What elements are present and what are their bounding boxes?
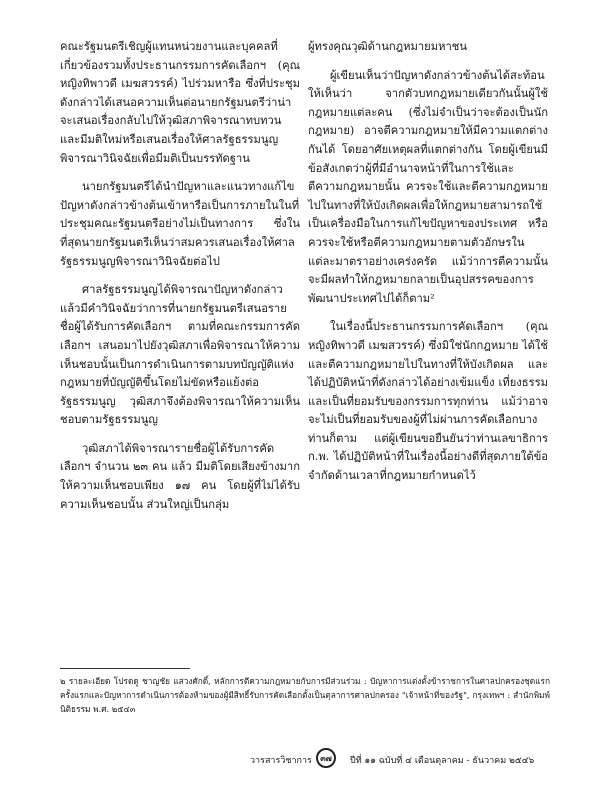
page-number: ๓๗ (320, 752, 332, 763)
left-paragraph-1: คณะรัฐมนตรีเชิญผู้แทนหน่วยงานและบุคคลที่เกี่ยวข้องรวมทั้งประธานกรรมการคัดเลือกฯ (คุณหญิงทิพาวดี เมฆสวรรค์) ไปร่วมหารือ ซึ่งที่ประชุมดังกล่าวได้เสนอความเห็นต่อนายกรัฐมนตรีว่าน่าจะเสนอเรื่องกลับไปให้วุฒิสภาพิจารณาทบทวนและมีมติใหม่หรือเสนอเรื่องให้ศาลรัฐธรรมนูญพิจารณาวินิจฉัยเพื่อมีมติเป็นบรรทัดฐาน (60, 40, 300, 165)
left-paragraph-4: วุฒิสภาได้พิจารณารายชื่อผู้ได้รับการคัดเลือกฯ จำนวน ๒๓ คน แล้ว มีมติโดยเสียงข้างมากให้ความเห็นชอบเพียง ๑๗ คน โดยผู้ที่ไม่ได้รับความเห็นชอบนั้น ส่วนใหญ่เป็นกลุ่ม (60, 441, 300, 511)
left-column (60, 38, 300, 524)
right-paragraph-3: ในเรื่องนี้ประธานกรรมการคัดเลือกฯ (คุณหญิงทิพาวดี เมฆสวรรค์) ซึ่งมิใช่นักกฎหมาย ได้ใช้และตีความกฎหมายไปในทางที่ให้บังเกิดผล และได้ปฏิบัติหน้าที่ดังกล่าวได้อย่างเข้มแข็ง เที่ยงธรรม และเป็นที่ยอมรับของกรรมการทุกท่าน แม้ว่าอาจจะไม่เป็นที่ยอมรับของผู้ที่ไม่ผ่านการคัดเลือกบางท่านก็ตาม แต่ผู้เขียนขอยืนยันว่าท่านเลขาธิการ ก.พ. ได้ปฏิบัติหน้าที่ในเรื่องนี้อย่างดีที่สุดภายใต้ข้อจำกัดด้านเวลาที่กฎหมายกำหนดไว้ (308, 320, 548, 483)
right-column (308, 38, 548, 496)
right-paragraph-1: ผู้ทรงคุณวุฒิด้านกฎหมายมหาชน (308, 40, 467, 53)
issue-info: ปีที่ ๑๑ ฉบับที่ ๔ เดือนตุลาคม - ธันวาคม ๒๕๔๖ (350, 756, 535, 766)
left-paragraph-2: นายกรัฐมนตรีได้นำปัญหาและแนวทางแก้ไขปัญหาดังกล่าวข้างต้นเข้าหารือเป็นการภายในในที่ประชุมคณะรัฐมนตรีอย่างไม่เป็นทางการ ซึ่งในที่สุดนายกรัฐมนตรีเห็นว่าสมควรเสนอเรื่องให้ศาลรัฐธรรมนูญพิจารณาวินิจฉัยต่อไป (60, 180, 300, 268)
right-paragraph-2: ผู้เขียนเห็นว่าปัญหาดังกล่าวข้างต้นได้สะท้อนให้เห็นว่า จากตัวบทกฎหมายเดียวกันนั้นผู้ใช้กฎหมายแต่ละคน (ซึ่งไม่จำเป็นว่าจะต้องเป็นนักกฎหมาย) อาจตีความกฎหมายให้มีความแตกต่างกันได้ โดยอาศัยเหตุผลที่แตกต่างกัน โดยผู้เขียนมีข้อสังเกตว่าผู้ที่มีอำนาจหน้าที่ในการใช้และตีความกฎหมายนั้น ควรจะใช้และตีความกฎหมายไปในทางที่ให้บังเกิดผลเพื่อให้กฎหมายสามารถใช้เป็นเครื่องมือในการแก้ไขปัญหาของประเทศ หรือควรจะใช้หรือตีความกฎหมายตามตัวอักษรในแต่ละมาตราอย่างเคร่งครัด แม้ว่าการตีความนั้นจะมีผลทำให้กฎหมายกลายเป็นอุปสรรคของการพัฒนาประเทศไปได้ก็ตาม² (308, 68, 548, 305)
left-paragraph-3: ศาลรัฐธรรมนูญได้พิจารณาปัญหาดังกล่าวแล้วมีคำวินิจฉัยว่าการที่นายกรัฐมนตรีเสนอรายชื่อผู้ได้รับการคัดเลือกฯ ตามที่คณะกรรมการคัดเลือกฯ เสนอมาไปยังวุฒิสภาเพื่อพิจารณาให้ความเห็นชอบนั้นเป็นการดำเนินการตามบทบัญญัติแห่งกฎหมายที่บัญญัติขึ้นโดยไม่ขัดหรือแย้งต่อรัฐธรรมนูญ วุฒิสภาจึงต้องพิจารณาให้ความเห็นชอบตามรัฐธรรมนูญ (60, 283, 300, 427)
journal-name: วารสารวิชาการ (250, 756, 312, 766)
footnote: ๒ รายละเอียด โปรดดู ชาญชัย แสวงศักดิ์, หลักการตีความกฎหมายกับการมีส่วนร่วม : ปัญหาการแต่งตั้งข้าราชการในศาลปกครองชุดแรก ครั้งแรกและปัญหาการดำเนินการต้องห้ามของผู้มีสิทธิ์รับการคัดเลือกตั้งเป็นตุลาการศาลปกครอง "เจ้าหน้าที่ของรัฐ", กรุงเทพฯ : สำนักพิมพ์นิติธรรม พ.ศ. ๒๕๔๓ (60, 676, 550, 714)
page-number-badge (316, 748, 336, 768)
footnote-divider (60, 668, 190, 669)
page-footer (60, 748, 550, 770)
